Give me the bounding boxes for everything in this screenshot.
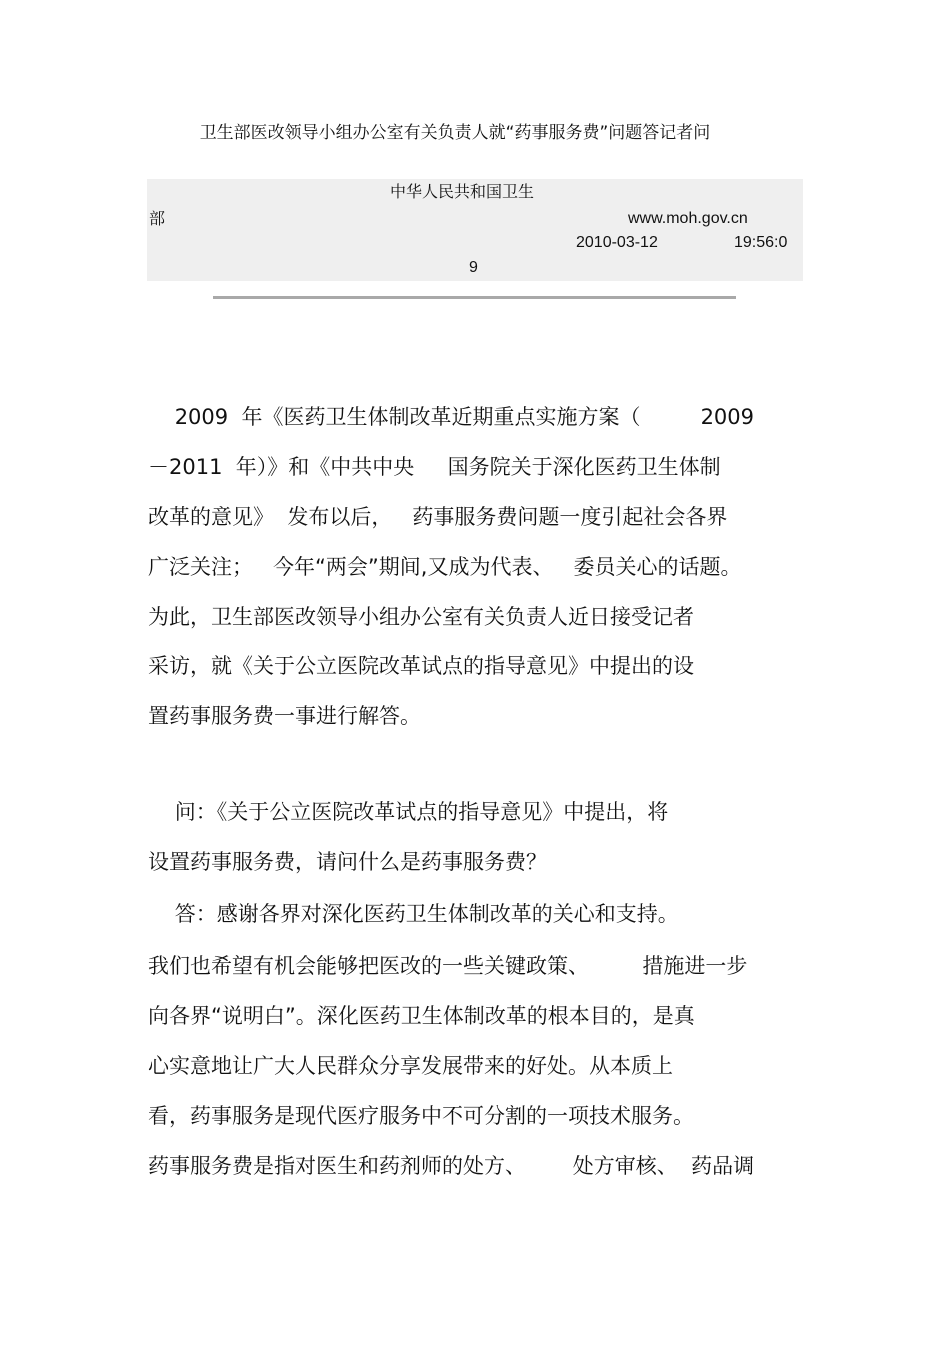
article-meta-box xyxy=(147,179,803,281)
body-line: 2009 年《医药卫生体制改革近期重点实施方案（ 2009 xyxy=(148,405,755,429)
body-line: 设置药事服务费，请问什么是药事服务费？ xyxy=(148,850,547,874)
body-line: 心实意地让广大人民群众分享发展带来的好处。从本质上 xyxy=(148,1054,673,1078)
body-line: －2011 年）》和《中共中央 国务院关于深化医药卫生体制 xyxy=(148,455,721,479)
body-line: 我们也希望有机会能够把医改的一些关键政策、 措施进一步 xyxy=(148,954,748,978)
meta-site-url: www.moh.gov.cn xyxy=(628,210,748,227)
body-line: 改革的意见》 发布以后， 药事服务费问题一度引起社会各界 xyxy=(148,505,728,529)
body-line: 答：感谢各界对深化医药卫生体制改革的关心和支持。 xyxy=(148,902,679,926)
meta-time-part1: 19:56:0 xyxy=(734,234,788,251)
body-line: 药事服务费是指对医生和药剂师的处方、 处方审核、 药品调 xyxy=(148,1154,755,1178)
body-line: 向各界“说明白”。深化医药卫生体制改革的根本目的，是真 xyxy=(148,1004,695,1028)
body-line: 采访，就《关于公立医院改革试点的指导意见》中提出的设 xyxy=(148,654,694,678)
article-title: 卫生部医改领导小组办公室有关负责人就“药事服务费”问题答记者问 xyxy=(199,123,711,143)
body-line: 看，药事服务是现代医疗服务中不可分割的一项技术服务。 xyxy=(148,1104,694,1128)
body-line: 问：《关于公立医院改革试点的指导意见》中提出，将 xyxy=(148,800,669,824)
meta-source-part1: 中华人民共和国卫生 xyxy=(390,182,535,201)
body-line: 置药事服务费一事进行解答。 xyxy=(148,704,421,728)
body-line: 为此，卫生部医改领导小组办公室有关负责人近日接受记者 xyxy=(148,605,694,629)
meta-source-part2: 部 xyxy=(149,209,166,228)
divider-rule xyxy=(213,296,736,299)
body-line: 广泛关注； 今年“两会”期间,又成为代表、 委员关心的话题。 xyxy=(148,555,742,579)
meta-time-part2: 9 xyxy=(469,259,478,276)
meta-date: 2010-03-12 xyxy=(576,234,658,251)
